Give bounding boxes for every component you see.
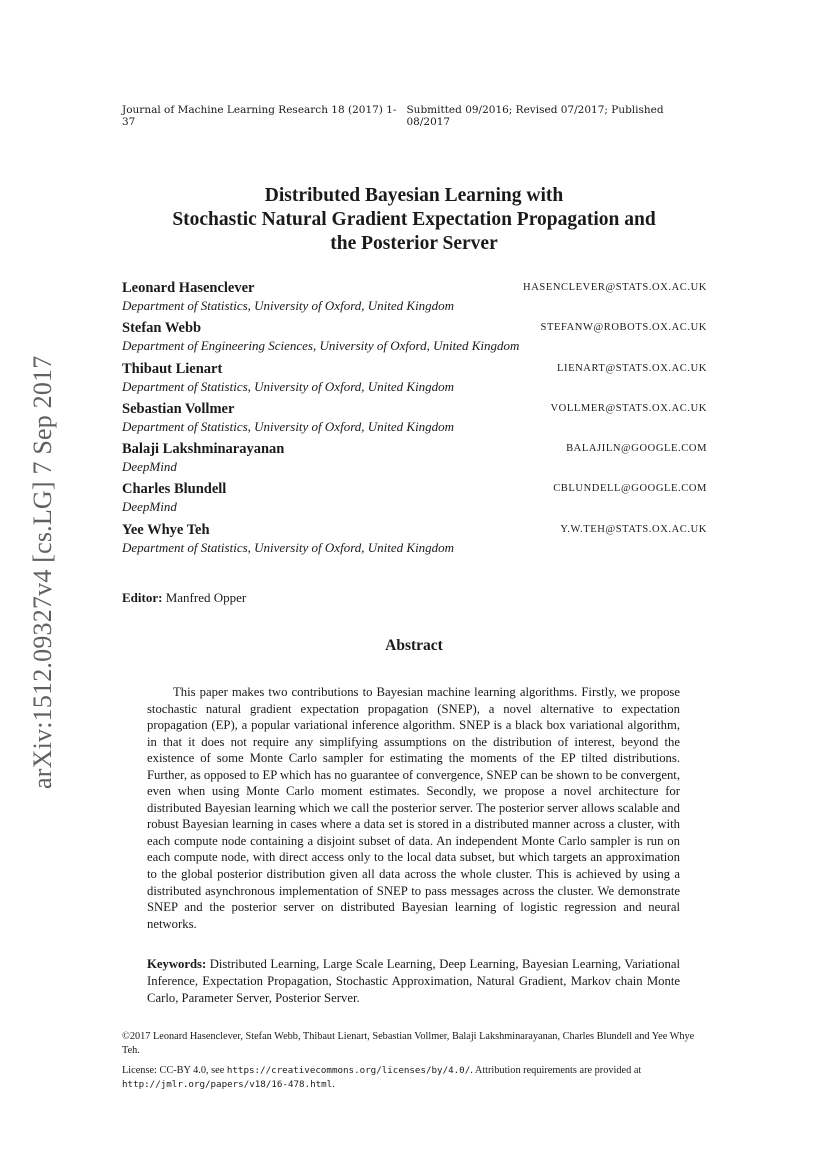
- author-entry: [122, 481, 707, 521]
- author-affiliation: Department of Statistics, University of Oxford, United Kingdom: [122, 539, 455, 555]
- author-email[interactable]: CBLUNDELL@GOOGLE.COM: [553, 483, 707, 495]
- submission-dates: Submitted 09/2016; Revised 07/2017; Published 08/2017: [406, 104, 664, 128]
- author-entry: [122, 361, 707, 401]
- license-prefix: License: CC-BY 4.0, see: [122, 1065, 227, 1076]
- keywords-section: [147, 956, 680, 1006]
- author-name: Sebastian Vollmer: [122, 400, 235, 417]
- author-entry: [122, 320, 707, 360]
- author-list: [122, 280, 707, 562]
- editor-line: [122, 590, 246, 606]
- author-name: Leonard Hasenclever: [122, 280, 255, 296]
- abstract-heading: Abstract: [385, 637, 443, 654]
- author-affiliation: DeepMind: [122, 459, 177, 475]
- journal-citation: Journal of Machine Learning Research 18 (2017) 1-37: [122, 104, 397, 128]
- author-name: Yee Whye Teh: [122, 521, 210, 538]
- author-email[interactable]: VOLLMER@STATS.OX.AC.UK: [550, 402, 707, 414]
- copyright-notice: ©2017 Leonard Hasenclever, Stefan Webb, Thibaut Lienart, Sebastian Vollmer, Balaji Lakshminarayanan, Charles Blundell and Yee Whye Teh.: [122, 1031, 695, 1056]
- paper-url-link[interactable]: http://jmlr.org/papers/v18/16-478.html: [122, 1078, 333, 1090]
- license-url-link[interactable]: https://creativecommons.org/licenses/by/4.0/: [226, 1065, 471, 1076]
- author-affiliation: DeepMind: [122, 499, 177, 515]
- editor-name: Manfred Opper: [165, 590, 247, 605]
- author-email[interactable]: LIENART@STATS.OX.AC.UK: [556, 362, 707, 374]
- keywords-text: Distributed Learning, Large Scale Learning, Deep Learning, Bayesian Learning, Variational Inference, Expectation Propagation, Stochastic Approximation, Natural Gradient, Markov chain Monte Carlo, Parameter Server, Posterior Server.: [147, 957, 680, 1005]
- title-line-3: the Posterior Server: [330, 233, 498, 254]
- author-affiliation: Department of Engineering Sciences, University of Oxford, United Kingdom: [122, 338, 520, 354]
- title-line-2: Stochastic Natural Gradient Expectation Propagation and: [172, 209, 656, 230]
- editor-label: Editor:: [122, 590, 163, 605]
- author-entry: [122, 441, 707, 481]
- paper-title: [100, 184, 728, 256]
- abstract-text: This paper makes two contributions to Bayesian machine learning algorithms. Firstly, we propose stochastic natural gradient expectation propagation (SNEP), a novel alternative to expectation propagation (EP), a popular variational inference algorithm. SNEP is a black box variational algorithm, in that it does not require any simplifying assumptions on the distribution of interest, beyond the existence of some Monte Carlo sampler for estimating the moments of the EP tilted distributions. Further, as opposed to EP which has no guarantee of convergence, SNEP can be shown to be convergent, even when using Monte Carlo moment estimates. Secondly, we propose a novel architecture for distributed Bayesian learning which we call the posterior server. The posterior server allows scalable and robust Bayesian learning in cases where a data set is stored in a distributed manner across a cluster, with each compute node containing a disjoint subset of data. An independent Monte Carlo sampler is run on each compute node, with direct access only to the local data subset, but which targets an approximation to the global posterior distribution given all data across the whole cluster. This is achieved by using a distributed asynchronous implementation of SNEP to pass messages across the cluster. We demonstrate SNEP and the posterior server on distributed Bayesian learning of logistic regression and neural networks.: [147, 685, 680, 931]
- author-entry: [122, 401, 707, 441]
- author-affiliation: Department of Statistics, University of Oxford, United Kingdom: [122, 418, 455, 434]
- author-email[interactable]: HASENCLEVER@STATS.OX.AC.UK: [523, 282, 707, 293]
- author-affiliation: Department of Statistics, University of Oxford, United Kingdom: [122, 378, 455, 394]
- title-line-1: Distributed Bayesian Learning with: [264, 185, 564, 206]
- author-entry: [122, 522, 707, 562]
- author-entry: [122, 280, 707, 320]
- journal-header: [122, 104, 707, 128]
- keywords-label: Keywords:: [147, 957, 207, 971]
- author-affiliation: Department of Statistics, University of Oxford, United Kingdom: [122, 298, 455, 313]
- author-name: Charles Blundell: [122, 481, 227, 498]
- author-name: Stefan Webb: [122, 320, 202, 337]
- license-notice: [122, 1064, 707, 1091]
- license-suffix: .: [332, 1078, 335, 1090]
- author-email[interactable]: BALAJILN@GOOGLE.COM: [566, 443, 707, 455]
- arxiv-identifier: arXiv:1512.09327v4 [cs.LG] 7 Sep 2017: [28, 355, 57, 789]
- license-middle: . Attribution requirements are provided at: [470, 1065, 642, 1076]
- author-email[interactable]: Y.W.TEH@STATS.OX.AC.UK: [560, 523, 707, 535]
- author-name: Thibaut Lienart: [122, 360, 223, 377]
- author-email[interactable]: STEFANW@ROBOTS.OX.AC.UK: [540, 322, 707, 334]
- author-name: Balaji Lakshminarayanan: [122, 441, 285, 458]
